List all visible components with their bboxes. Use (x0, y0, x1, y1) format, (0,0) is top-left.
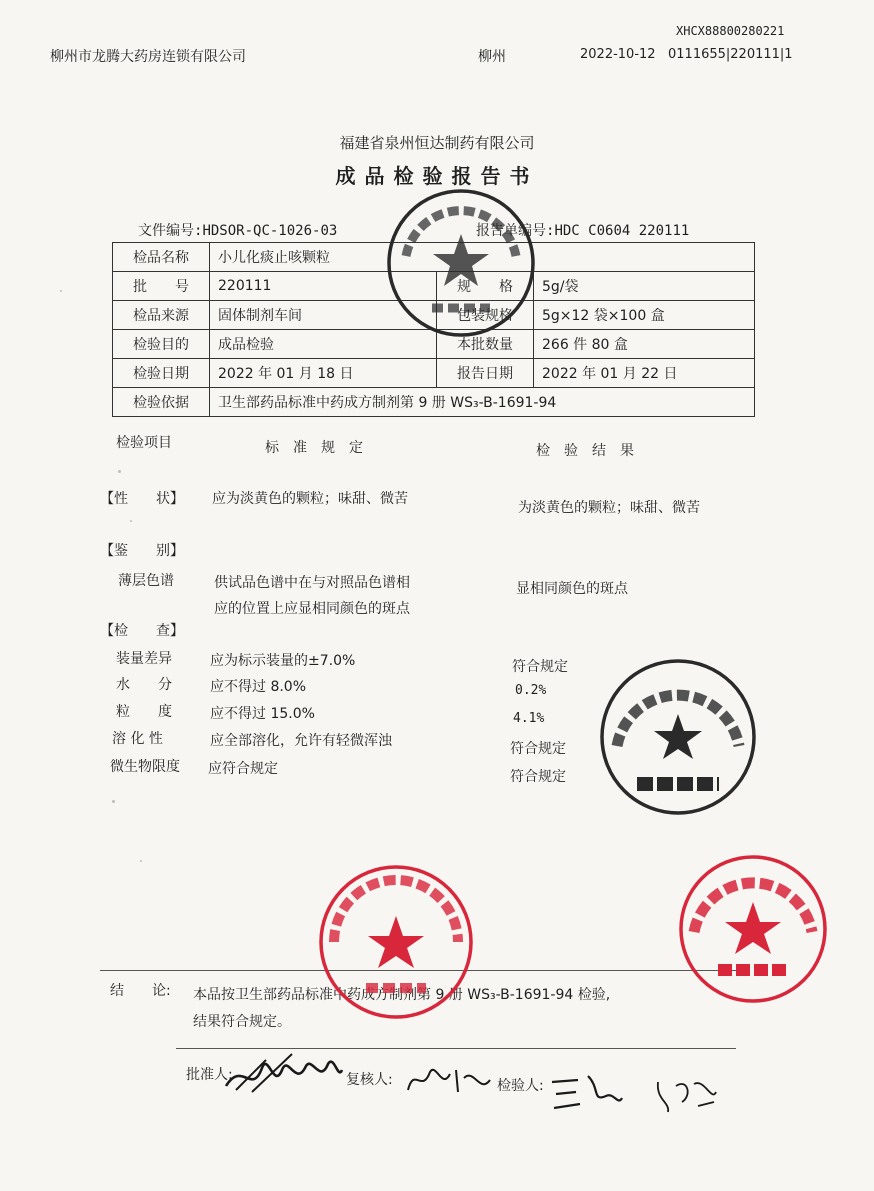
microbe-result: 符合规定 (510, 769, 566, 785)
product-name-label: 检品名称 (113, 243, 210, 272)
quantity-value: 266 件 80 盒 (534, 330, 755, 359)
batch-value: 220111 (210, 272, 437, 301)
scan-speck (130, 520, 132, 522)
microbe-standard: 应符合规定 (208, 761, 278, 777)
purpose-label: 检验目的 (113, 330, 210, 359)
quality-dept-stamp-2 (316, 862, 476, 1022)
file-number-label: 文件编号: (138, 223, 203, 239)
conclusion-text-line1: 本品按卫生部药品标准中药成方制剂第 9 册 WS₃-B-1691-94 检验, (193, 987, 611, 1003)
print-date: 2022-10-12 (580, 47, 656, 62)
fill-standard: 应为标示装量的±7.0% (210, 653, 356, 669)
quality-dept-stamp-3 (676, 852, 830, 1006)
reviewer-signature (404, 1060, 496, 1100)
scan-speck (60, 290, 62, 292)
water-result: 0.2% (515, 683, 547, 698)
table-row (113, 388, 755, 417)
quality-dept-stamp-1 (597, 656, 759, 818)
water-standard: 应不得过 8.0% (210, 679, 307, 695)
inspector-label: 检验人: (497, 1078, 544, 1094)
doc-code: XHCX88800280221 (676, 24, 785, 38)
size-standard: 应不得过 15.0% (210, 706, 315, 722)
package-value: 5g×12 袋×100 盒 (534, 301, 755, 330)
tlc-result: 显相同颜色的斑点 (516, 581, 628, 597)
section-identification: 【鉴 别】 (100, 543, 184, 559)
size-label: 粒 度 (116, 704, 172, 720)
solubility-result: 符合规定 (510, 741, 566, 757)
scan-speck (140, 860, 142, 862)
city: 柳州 (478, 49, 506, 65)
inspector-signature (548, 1068, 624, 1118)
column-standard: 标 准 规 定 (265, 440, 363, 456)
manufacturer-name: 福建省泉州恒达制药有限公司 (339, 134, 535, 152)
appearance-standard: 应为淡黄色的颗粒；味甜、微苦 (212, 491, 408, 507)
test-date-label: 检验日期 (113, 359, 210, 388)
inspection-stamp (384, 186, 538, 340)
source-label: 检品来源 (113, 301, 210, 330)
second-inspector-signature (652, 1072, 720, 1118)
package-label: 包装规格 (437, 301, 534, 330)
product-name: 小儿化痰止咳颗粒 (210, 243, 755, 272)
spec-label: 规 格 (437, 272, 534, 301)
basis-label: 检验依据 (113, 388, 210, 417)
appearance-result: 为淡黄色的颗粒；味甜、微苦 (518, 500, 700, 516)
size-result: 4.1% (513, 711, 545, 726)
report-title: 成品检验报告书 (335, 164, 539, 188)
company-name: 柳州市龙腾大药房连锁有限公司 (50, 49, 246, 65)
batch-label: 批 号 (113, 272, 210, 301)
conclusion-label: 结 论: (110, 983, 171, 999)
print-ref: 0111655|220111|1 (668, 47, 793, 62)
solubility-standard: 应全部溶化，允许有轻微浑浊 (210, 733, 392, 749)
file-number (138, 220, 337, 240)
conclusion-text-line2: 结果符合规定。 (193, 1014, 291, 1030)
scan-speck (112, 800, 115, 803)
purpose-value: 成品检验 (210, 330, 437, 359)
water-label: 水 分 (116, 677, 172, 693)
column-result: 检 验 结 果 (536, 443, 634, 459)
file-number-value: HDSOR-QC-1026-03 (202, 223, 338, 239)
report-number-value: HDC C0604 220111 (554, 223, 690, 239)
fill-result: 符合规定 (512, 659, 568, 675)
microbe-label: 微生物限度 (110, 759, 180, 775)
section-appearance: 【性 状】 (100, 491, 184, 507)
reviewer-label: 复核人: (346, 1072, 393, 1088)
basis-value: 卫生部药品标准中药成方制剂第 9 册 WS₃-B-1691-94 (210, 388, 755, 417)
table-row (113, 359, 755, 388)
fill-label: 装量差异 (116, 651, 172, 667)
section-inspection: 【检 查】 (100, 623, 184, 639)
scan-speck (118, 470, 121, 473)
approver-signature (222, 1040, 346, 1100)
report-number-label: 报告单编号: (476, 223, 555, 239)
tlc-label: 薄层色谱 (118, 573, 174, 589)
report-date-value: 2022 年 01 月 22 日 (534, 359, 755, 388)
report-date-label: 报告日期 (437, 359, 534, 388)
quantity-label: 本批数量 (437, 330, 534, 359)
solubility-label: 溶 化 性 (112, 731, 163, 747)
tlc-standard-line2: 应的位置上应显相同颜色的斑点 (214, 601, 410, 617)
test-date-value: 2022 年 01 月 18 日 (210, 359, 437, 388)
spec-value: 5g/袋 (534, 272, 755, 301)
column-item: 检验项目 (116, 435, 172, 451)
approver-label: 批准人: (186, 1067, 233, 1083)
source-value: 固体制剂车间 (210, 301, 437, 330)
tlc-standard-line1: 供试品色谱中在与对照品色谱相 (214, 575, 410, 591)
